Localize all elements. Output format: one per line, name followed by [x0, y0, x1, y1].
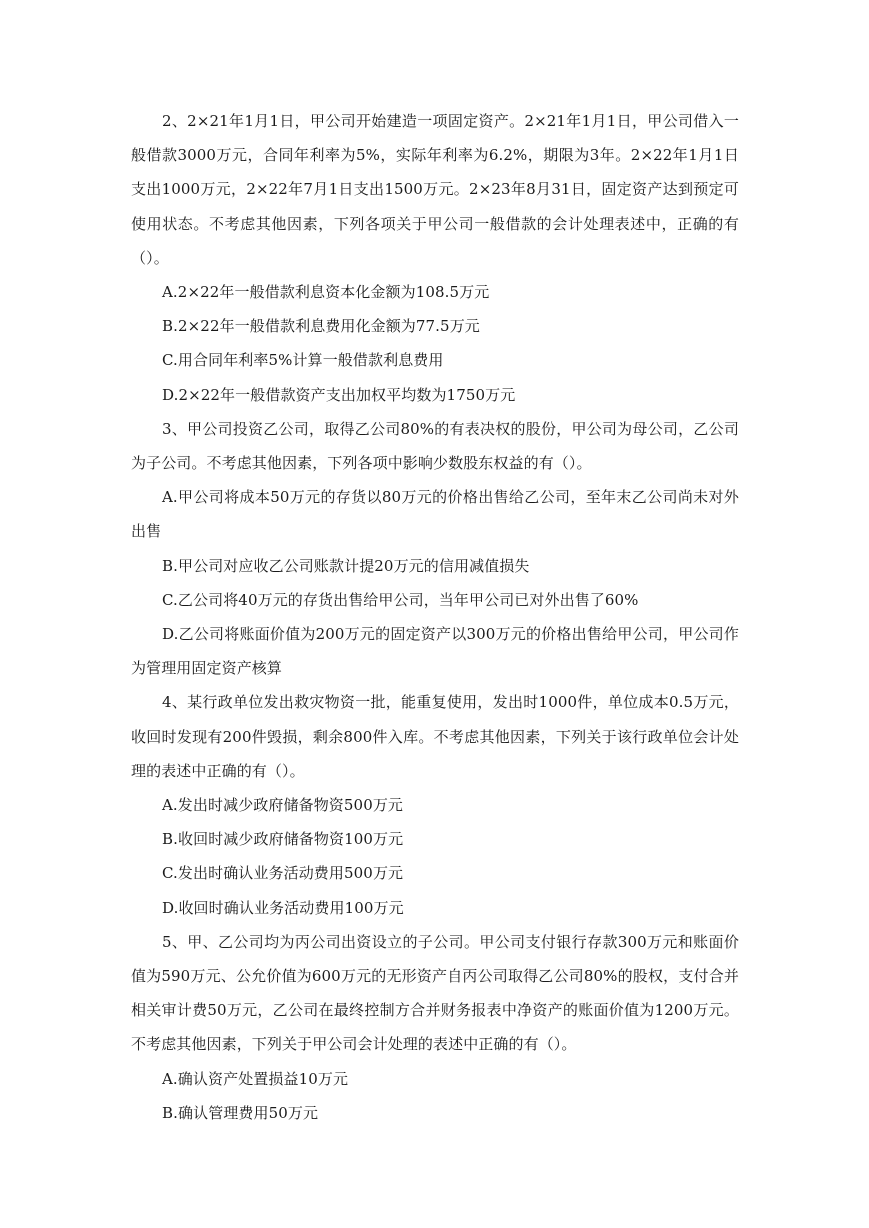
question-2 — [131, 104, 739, 412]
option-c: C.发出时确认业务活动费用500万元 — [162, 864, 404, 883]
option-b: B.收回时减少政府储备物资100万元 — [162, 830, 404, 849]
option-b: B.2×22年一般借款利息费用化金额为77.5万元 — [162, 317, 480, 336]
question-4 — [131, 685, 739, 924]
option-c: C.用合同年利率5%计算一般借款利息费用 — [162, 351, 444, 370]
option-d: D.收回时确认业务活动费用100万元 — [162, 898, 404, 917]
option-a: A.发出时减少政府储备物资500万元 — [162, 796, 404, 815]
option-a: A.确认资产处置损益10万元 — [162, 1069, 349, 1088]
option-c: C.乙公司将40万元的存货出售给甲公司，当年甲公司已对外出售了60% — [162, 590, 639, 609]
option-b: B.确认管理费用50万元 — [162, 1103, 319, 1122]
question-3 — [131, 412, 739, 686]
option-d: D.2×22年一般借款资产支出加权平均数为1750万元 — [162, 385, 516, 404]
option-a: A.甲公司将成本50万元的存货以80万元的价格出售给乙公司，至年末乙公司尚未对外出售 — [131, 488, 739, 541]
option-b: B.甲公司对应收乙公司账款计提20万元的信用减值损失 — [162, 556, 530, 575]
question-stem: 4、某行政单位发出救灾物资一批，能重复使用，发出时1000件，单位成本0.5万元，收回时发现有200件毁损，剩余800件入库。不考虑其他因素，下列关于该行政单位会计处理的表述中正确的有（）。 — [131, 693, 739, 780]
question-5 — [131, 925, 739, 1130]
option-a: A.2×22年一般借款利息资本化金额为108.5万元 — [162, 283, 490, 302]
question-stem: 3、甲公司投资乙公司，取得乙公司80%的有表决权的股份，甲公司为母公司，乙公司为子公司。不考虑其他因素，下列各项中影响少数股东权益的有（）。 — [131, 419, 739, 473]
question-stem: 2、2×21年1月1日，甲公司开始建造一项固定资产。2×21年1月1日，甲公司借入一般借款3000万元，合同年利率为5%，实际年利率为6.2%，期限为3年。2×22年1月1日支出1000万元，2×22年7月1日支出1500万元。2×23年8月31日，固定资产达到预定可使用状态。不考虑其他因素，下列各项关于甲公司一般借款的会计处理表述中，正确的有（）。 — [131, 112, 739, 267]
option-d: D.乙公司将账面价值为200万元的固定资产以300万元的价格出售给甲公司，甲公司作为管理用固定资产核算 — [131, 625, 739, 678]
question-stem: 5、甲、乙公司均为丙公司出资设立的子公司。甲公司支付银行存款300万元和账面价值为590万元、公允价值为600万元的无形资产自丙公司取得乙公司80%的股权，支付合并相关审计费50万元，乙公司在最终控制方合并财务报表中净资产的账面价值为1200万元。不考虑其他因素，下列关于甲公司会计处理的表述中正确的有（）。 — [131, 932, 739, 1054]
